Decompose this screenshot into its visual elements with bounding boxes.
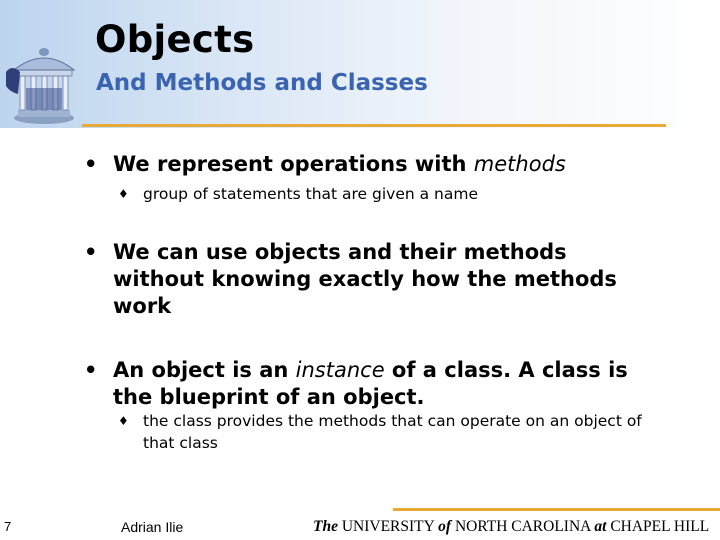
emphasis-instance: instance xyxy=(295,358,385,382)
bullet-text: We represent operations with methods xyxy=(113,152,566,176)
sub-bullet-text: group of statements that are given a name xyxy=(143,185,478,203)
sub-bullet-item xyxy=(118,410,653,454)
header-rule xyxy=(82,124,666,127)
old-well-icon xyxy=(4,42,84,126)
bullet-text: An object is an instance of a class. A class is the blueprint of an object. xyxy=(113,358,628,409)
bullet-marker: • xyxy=(84,152,98,176)
page-subtitle: And Methods and Classes xyxy=(96,70,428,96)
emphasis-methods: methods xyxy=(473,152,566,176)
bullet-marker: • xyxy=(84,358,98,382)
sub-bullet-item xyxy=(118,183,638,205)
sub-bullet-text: the class provides the methods that can operate on an object of that class xyxy=(143,412,642,452)
diamond-bullet-icon: ♦ xyxy=(118,187,129,201)
footer-rule xyxy=(393,508,720,511)
bullet-marker: • xyxy=(84,240,98,264)
bullet-item-instance xyxy=(84,357,664,411)
slide-number: 7 xyxy=(4,519,12,534)
diamond-bullet-icon: ♦ xyxy=(118,414,129,428)
bullet-item-use-objects xyxy=(84,239,664,320)
author-name: Adrian Ilie xyxy=(121,519,184,535)
university-name: The UNIVERSITY of NORTH CAROLINA at CHAPEL HILL xyxy=(313,518,710,535)
bullet-text: We can use objects and their methods without knowing exactly how the methods work xyxy=(113,240,617,318)
page-title: Objects xyxy=(95,18,255,61)
bullet-item-methods xyxy=(84,151,644,178)
